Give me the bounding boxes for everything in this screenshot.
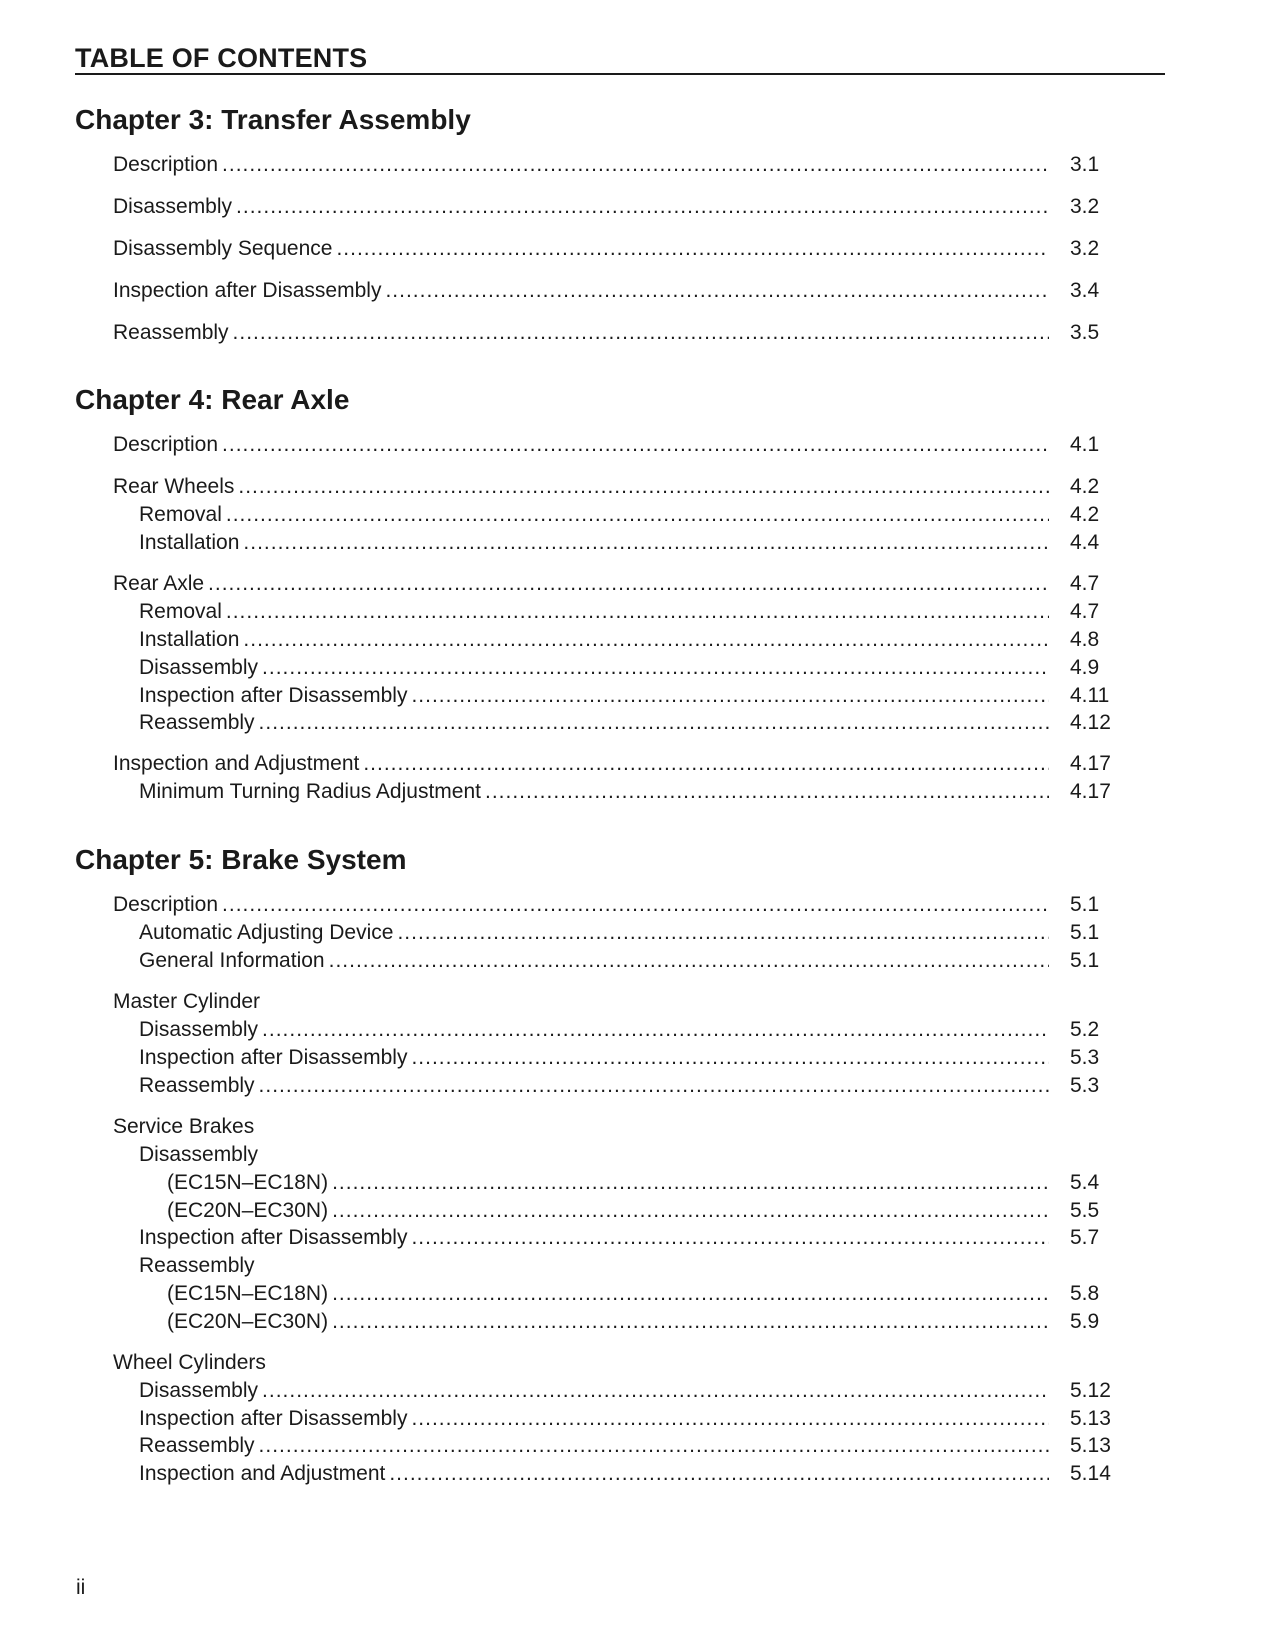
toc-entry-label: Disassembly	[139, 1018, 259, 1041]
toc-entry[interactable]	[139, 627, 1100, 653]
toc-entry-label: Inspection after Disassembly	[139, 1226, 408, 1249]
toc-entry-label: Installation	[139, 628, 240, 651]
toc-entry-page: 3.2	[1070, 237, 1100, 260]
toc-entry-label: Inspection and Adjustment	[139, 1462, 386, 1485]
toc-entry-page: 5.5	[1070, 1199, 1100, 1222]
toc-entry-label: Description	[113, 153, 219, 176]
dot-leader	[222, 152, 1049, 178]
toc-entry-page: 5.8	[1070, 1282, 1100, 1305]
toc-entry[interactable]	[139, 1017, 1100, 1043]
dot-leader	[259, 710, 1049, 736]
toc-entry[interactable]	[113, 751, 1111, 777]
toc-entry-page: 4.7	[1070, 600, 1100, 623]
chapter-title: Chapter 4: Rear Axle	[75, 384, 350, 415]
toc-entry-label: Inspection after Disassembly	[113, 279, 382, 302]
toc-entry[interactable]	[139, 1406, 1111, 1432]
toc-entry[interactable]	[113, 892, 1100, 918]
toc-entry-page: 5.7	[1070, 1226, 1100, 1249]
chapter-title: Chapter 5: Brake System	[75, 844, 407, 875]
toc-entry-label: Disassembly Sequence	[113, 237, 333, 260]
toc-entry[interactable]	[139, 1225, 1100, 1251]
toc-entry[interactable]	[139, 1142, 258, 1168]
toc-entry-page: 5.9	[1070, 1310, 1100, 1333]
toc-entry-page: 5.3	[1070, 1046, 1100, 1069]
toc-entry-label: Disassembly	[113, 195, 233, 218]
dot-leader	[226, 599, 1049, 625]
toc-entry[interactable]	[113, 278, 1100, 304]
dot-leader	[208, 571, 1049, 597]
toc-entry-page: 5.14	[1070, 1462, 1111, 1485]
toc-entry[interactable]	[139, 655, 1100, 681]
dot-leader	[243, 530, 1049, 556]
toc-entry-label: (EC15N–EC18N)	[167, 1171, 329, 1194]
toc-entry-label: Reassembly	[113, 321, 229, 344]
dot-leader	[236, 194, 1049, 220]
dot-leader	[336, 236, 1049, 262]
toc-entry-page: 5.13	[1070, 1407, 1111, 1430]
toc-entry[interactable]	[113, 320, 1100, 346]
toc-entry[interactable]	[139, 948, 1100, 974]
toc-entry-page: 4.17	[1070, 752, 1111, 775]
toc-entry[interactable]	[139, 1073, 1100, 1099]
toc-entry[interactable]	[139, 1045, 1100, 1071]
toc-entry[interactable]	[139, 1253, 255, 1279]
toc-entry-label: Description	[113, 893, 219, 916]
toc-entry-page: 4.1	[1070, 433, 1100, 456]
toc-entry-page: 5.13	[1070, 1434, 1111, 1457]
dot-leader	[411, 1045, 1049, 1071]
dot-leader	[385, 278, 1049, 304]
toc-entry-label: Reassembly	[139, 1074, 255, 1097]
toc-entry-label: Service Brakes	[113, 1115, 255, 1138]
toc-entry[interactable]	[113, 474, 1100, 500]
toc-entry-label: Automatic Adjusting Device	[139, 921, 394, 944]
toc-entry-label: Removal	[139, 600, 222, 623]
toc-entry[interactable]	[113, 236, 1100, 262]
toc-entry-page: 3.4	[1070, 279, 1100, 302]
toc-entry[interactable]	[167, 1281, 1100, 1307]
toc-entry-label: (EC20N–EC30N)	[167, 1310, 329, 1333]
dot-leader	[411, 1225, 1049, 1251]
toc-entry-label: Inspection after Disassembly	[139, 1046, 408, 1069]
dot-leader	[389, 1461, 1049, 1487]
dot-leader	[259, 1433, 1049, 1459]
toc-entry-page: 5.12	[1070, 1379, 1111, 1402]
toc-entry-page: 3.2	[1070, 195, 1100, 218]
toc-entry[interactable]	[113, 432, 1100, 458]
toc-entry-label: Disassembly	[139, 1379, 259, 1402]
toc-entry-label: Disassembly	[139, 656, 259, 679]
toc-entry-page: 4.9	[1070, 656, 1100, 679]
toc-entry[interactable]	[139, 779, 1111, 805]
toc-entry-page: 5.1	[1070, 921, 1100, 944]
toc-entry-page: 5.2	[1070, 1018, 1100, 1041]
toc-entry-label: Rear Wheels	[113, 475, 235, 498]
toc-entry-page: 4.2	[1070, 503, 1100, 526]
toc-entry[interactable]	[113, 1350, 266, 1376]
dot-leader	[485, 779, 1049, 805]
dot-leader	[332, 1309, 1049, 1335]
toc-entry-label: (EC15N–EC18N)	[167, 1282, 329, 1305]
toc-entry[interactable]	[139, 1461, 1111, 1487]
dot-leader	[332, 1170, 1049, 1196]
toc-entry[interactable]	[167, 1198, 1100, 1224]
toc-entry[interactable]	[113, 989, 260, 1015]
toc-entry-page: 5.1	[1070, 893, 1100, 916]
toc-entry-page: 4.2	[1070, 475, 1100, 498]
toc-entry[interactable]	[139, 710, 1111, 736]
toc-entry-label: Master Cylinder	[113, 990, 261, 1013]
dot-leader	[332, 1281, 1049, 1307]
dot-leader	[222, 432, 1049, 458]
toc-entry-page: 3.1	[1070, 153, 1100, 176]
toc-entry-label: Description	[113, 433, 219, 456]
toc-entry[interactable]	[139, 599, 1100, 625]
toc-entry-label: Reassembly	[139, 1254, 255, 1277]
dot-leader	[262, 1378, 1049, 1404]
dot-leader	[363, 751, 1049, 777]
toc-entry[interactable]	[139, 502, 1100, 528]
toc-entry-label: Removal	[139, 503, 222, 526]
toc-entry-page: 5.1	[1070, 949, 1100, 972]
toc-entry[interactable]	[139, 683, 1110, 709]
toc-entry-page: 3.5	[1070, 321, 1100, 344]
dot-leader	[329, 948, 1049, 974]
toc-entry[interactable]	[139, 530, 1100, 556]
dot-leader	[222, 892, 1049, 918]
toc-entry[interactable]	[167, 1309, 1100, 1335]
toc-entry-label: Inspection and Adjustment	[113, 752, 360, 775]
toc-entry-label: Minimum Turning Radius Adjustment	[139, 780, 481, 803]
toc-entry-page: 4.12	[1070, 711, 1111, 734]
toc-entry-label: Installation	[139, 531, 240, 554]
toc-entry-page: 4.4	[1070, 531, 1100, 554]
dot-leader	[243, 627, 1049, 653]
toc-entry[interactable]	[139, 920, 1100, 946]
toc-entry-page: 4.17	[1070, 780, 1111, 803]
dot-leader	[238, 474, 1049, 500]
toc-entry-page: 4.11	[1070, 684, 1110, 707]
toc-entry-label: Reassembly	[139, 711, 255, 734]
dot-leader	[259, 1073, 1049, 1099]
toc-entry[interactable]	[113, 194, 1100, 220]
toc-entry-label: Disassembly	[139, 1143, 259, 1166]
title-divider	[75, 73, 1165, 75]
toc-entry-page: 5.4	[1070, 1171, 1100, 1194]
toc-entry-label: Inspection after Disassembly	[139, 684, 408, 707]
dot-leader	[262, 1017, 1049, 1043]
toc-entry-page: 4.8	[1070, 628, 1100, 651]
dot-leader	[332, 1198, 1049, 1224]
dot-leader	[262, 655, 1049, 681]
toc-entry[interactable]	[113, 1114, 254, 1140]
toc-entry-page: 4.7	[1070, 572, 1100, 595]
dot-leader	[411, 1406, 1049, 1432]
toc-entry-label: General Information	[139, 949, 325, 972]
dot-leader	[397, 920, 1049, 946]
chapter-title: Chapter 3: Transfer Assembly	[75, 104, 471, 135]
toc-entry[interactable]	[113, 571, 1100, 597]
toc-entry-label: Rear Axle	[113, 572, 205, 595]
toc-entry[interactable]	[139, 1433, 1111, 1459]
dot-leader	[411, 683, 1049, 709]
page-title: TABLE OF CONTENTS	[75, 43, 368, 73]
toc-entry[interactable]	[167, 1170, 1100, 1196]
toc-entry[interactable]	[113, 152, 1100, 178]
dot-leader	[226, 502, 1049, 528]
toc-entry[interactable]	[139, 1378, 1111, 1404]
page-number: ii	[76, 1576, 86, 1599]
toc-entry-page: 5.3	[1070, 1074, 1100, 1097]
dot-leader	[233, 320, 1049, 346]
toc-entry-label: Reassembly	[139, 1434, 255, 1457]
toc-entry-label: Wheel Cylinders	[113, 1351, 266, 1374]
toc-entry-label: (EC20N–EC30N)	[167, 1199, 329, 1222]
toc-entry-label: Inspection after Disassembly	[139, 1407, 408, 1430]
